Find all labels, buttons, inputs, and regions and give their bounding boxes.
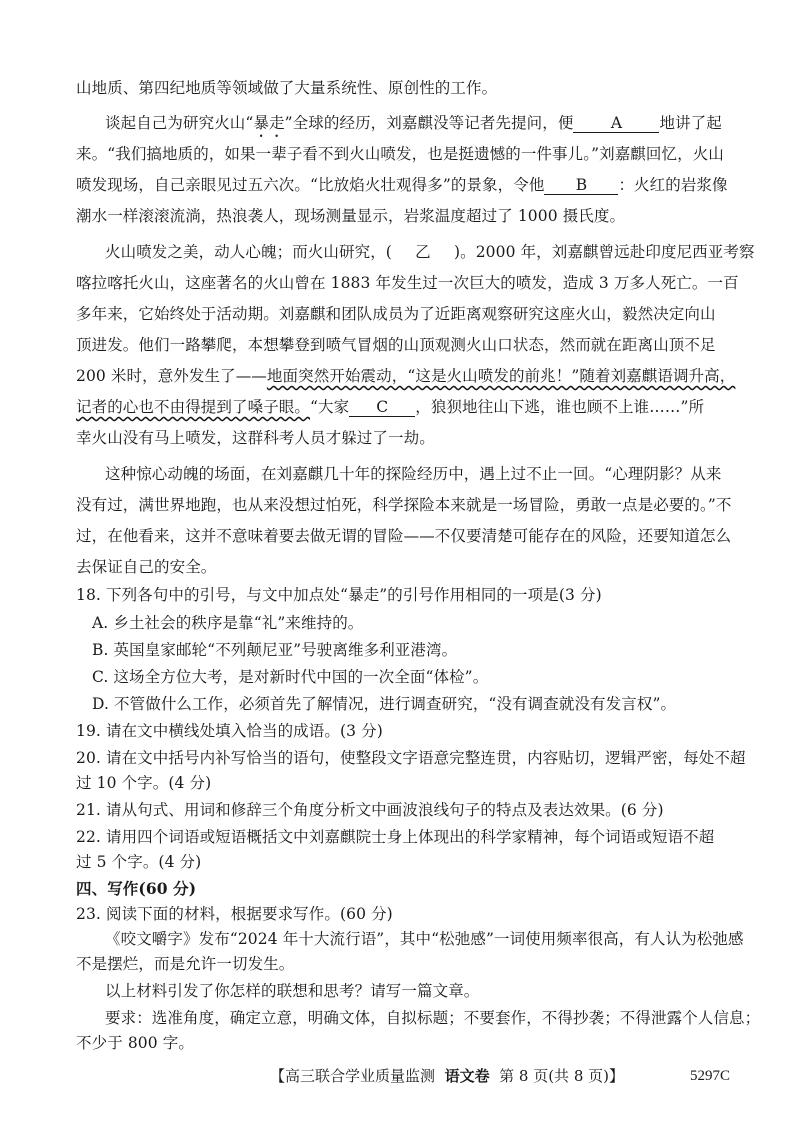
- option-c: C. 这场全方位大考，是对新时代中国的一次全面“体检”。: [92, 668, 489, 686]
- passage-line: 火山喷发之美，动人心魄；而火山研究，( 乙 )。2000 年，刘嘉麒曾远赴印度尼西亚考察: [105, 243, 755, 261]
- passage-line: 喷发现场，自己亲眼见过五六次。“比放焰火壮观得多”的景象，令他 B ：火红的岩浆像: [76, 176, 728, 194]
- question-19: 19. 请在文中横线处填入恰当的成语。(3 分): [76, 722, 383, 740]
- passage-line: 记者的心也不由得提到了嗓子眼。“大家 C ，狼狈地往山下逃，谁也顾不上谁……”所: [76, 398, 705, 416]
- wavy-sentence-part2: 记者的心也不由得提到了嗓子眼。: [76, 398, 311, 416]
- footer-subject: 语文卷: [444, 1067, 490, 1085]
- passage-line: 潮水一样滚滚流淌，热浪袭人，现场测量显示，岩浆温度超过了 1000 摄氏度。: [76, 207, 626, 225]
- passage-line: 去保证自己的安全。: [76, 558, 217, 576]
- passage-line: 这种惊心动魄的场面，在刘嘉麒几十年的探险经历中，遇上过不止一回。“心理阴影？从来: [105, 465, 722, 483]
- question-21: 21. 请从句式、用词和修辞三个角度分析文中画波浪线句子的特点及表达效果。(6 分): [76, 801, 664, 819]
- footer-exam-info: 【高三联合学业质量监测 语文卷 第 8 页(共 8 页)】: [270, 1067, 624, 1085]
- passage-line: 幸火山没有马上喷发，这群科考人员才躲过了一劫。: [76, 429, 435, 447]
- requirement-line: 要求：选准角度，确定立意，明确文体，自拟标题；不要套作，不得抄袭；不得泄露个人信息；: [105, 1009, 761, 1027]
- paren-yi: 乙: [415, 243, 431, 261]
- question-20-cont: 过 10 个字。(4 分): [76, 774, 212, 792]
- blank-a: A: [573, 114, 659, 133]
- material-prompt: 以上材料引发了你怎样的联想和思考？请写一篇文章。: [105, 982, 480, 1000]
- passage-line: 喀拉喀托火山，这座著名的火山曾在 1883 年发生过一次巨大的喷发，造成 3 万多人死亡。一百: [76, 274, 739, 292]
- material-line: 不是摆烂，而是允许一切发生。: [76, 955, 295, 973]
- option-b: B. 英国皇家邮轮“不列颠尼亚”号驶离维多利亚港湾。: [92, 641, 458, 659]
- question-18: 18. 下列各句中的引号，与文中加点处“暴走”的引号作用相同的一项是(3 分): [76, 586, 602, 604]
- passage-line: 山地质、第四纪地质等领域做了大量系统性、原创性的工作。: [76, 79, 498, 97]
- blank-b: B: [544, 176, 618, 195]
- passage-line: 200 米时，意外发生了——地面突然开始震动，“这是火山喷发的前兆！”随着刘嘉麒语调升高，: [76, 367, 736, 385]
- passage-line: 过，在他看来，这并不意味着要去做无谓的冒险——不仅要清楚可能存在的风险，还要知道怎么: [76, 527, 732, 545]
- emphasis-mark-baozou: 暴走: [253, 114, 285, 132]
- passage-line: 来。“我们搞地质的，如果一辈子看不到火山喷发，也是挺遗憾的一件事儿。”刘嘉麒回忆，火山: [76, 145, 724, 163]
- question-22: 22. 请用四个词语或短语概括文中刘嘉麒院士身上体现出的科学家精神，每个词语或短语不超: [76, 828, 715, 846]
- passage-line: 顶进发。他们一路攀爬，本想攀登到喷气冒烟的山顶观测火山口状态，然而就在距离山顶不足: [76, 336, 716, 354]
- option-a: A. 乡土社会的秩序是靠“礼”来维持的。: [92, 614, 364, 632]
- question-23: 23. 阅读下面的材料，根据要求写作。(60 分): [76, 905, 393, 923]
- blank-c: C: [349, 398, 415, 417]
- passage-line: 谈起自己为研究火山“暴走”全球的经历，刘嘉麒没等记者先提问，便 A 地讲了起: [105, 114, 722, 132]
- option-d: D. 不管做什么工作，必须首先了解情况，进行调查研究，“没有调查就没有发言权”。: [92, 695, 677, 713]
- page-footer: [0, 1065, 800, 1087]
- material-line: 《咬文嚼字》发布“2024 年十大流行语”，其中“松弛感”一词使用频率很高，有人认为松弛感: [105, 930, 744, 948]
- requirement-line: 不少于 800 字。: [76, 1034, 194, 1052]
- passage-line: 多年来，它始终处于活动期。刘嘉麒和团队成员为了近距离观察研究这座火山，毅然决定向山: [76, 305, 716, 323]
- wavy-sentence-part1: 地面突然开始震动，“这是火山喷发的前兆！”随着刘嘉麒语调升高，: [266, 367, 736, 385]
- question-22-cont: 过 5 个字。(4 分): [76, 853, 202, 871]
- question-20: 20. 请在文中括号内补写恰当的语句，使整段文字语意完整连贯，内容贴切，逻辑严密，每处不超: [76, 749, 746, 767]
- footer-code: 5297C: [690, 1068, 731, 1084]
- passage-line: 没有过，满世界地跑，也从来没想过怕死，科学探险本来就是一场冒险，勇敢一点是必要的。”不: [76, 496, 732, 514]
- section-title-writing: 四、写作(60 分): [76, 879, 197, 898]
